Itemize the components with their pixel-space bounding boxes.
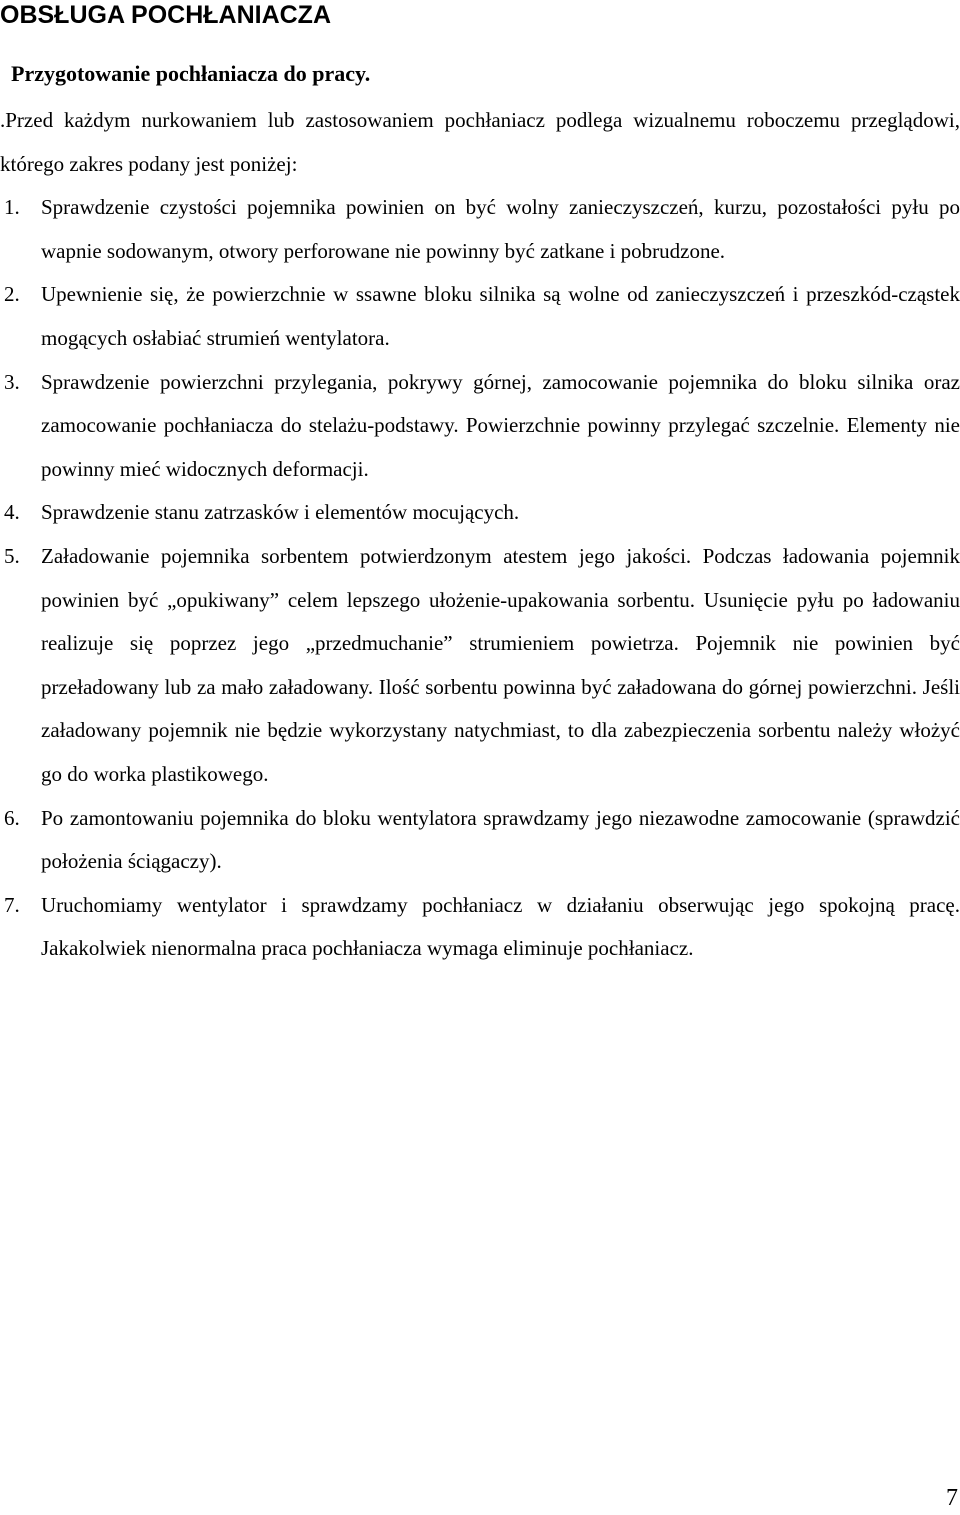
- item-number: 1.: [4, 195, 20, 220]
- item-number: 4.: [4, 500, 20, 525]
- item-text: Po zamontowaniu pojemnika do bloku wentylatora sprawdzamy jego niezawodne zamocowanie (sprawdzić położenia ściągaczy).: [41, 805, 960, 874]
- intro-paragraph: .Przed każdym nurkowaniem lub zastosowaniem pochłaniacz podlega wizualnemu roboczemu przeglądowi, którego zakres podany jest poniżej:: [0, 108, 960, 176]
- checklist-item-6: [0, 797, 960, 884]
- checklist: [0, 186, 960, 971]
- document-body: [0, 99, 960, 971]
- document-title: OBSŁUGA POCHŁANIACZA: [0, 1, 332, 29]
- checklist-item-3: [0, 361, 960, 492]
- checklist-item-4: [0, 491, 960, 535]
- checklist-item-1: [0, 186, 960, 273]
- page-number: 7: [946, 1485, 958, 1511]
- item-text: Sprawdzenie powierzchni przylegania, pokrywy górnej, zamocowanie pojemnika do bloku silnika oraz zamocowanie pochłaniacza do stelażu-podstawy. Powierzchnie powinny przylegać szczelnie. Elementy nie powinny mieć widocznych deformacji.: [41, 369, 960, 481]
- item-text: Sprawdzenie czystości pojemnika powinien on być wolny zanieczyszczeń, kurzu, pozostałości pyłu po wapnie sodowanym, otwory perforowane nie powinny być zatkane i pobrudzone.: [41, 195, 960, 263]
- item-number: 5.: [4, 543, 20, 568]
- checklist-item-5: [0, 535, 960, 797]
- item-text: Sprawdzenie stanu zatrzasków i elementów mocujących.: [41, 500, 520, 525]
- item-text: Załadowanie pojemnika sorbentem potwierdzonym atestem jego jakości. Podczas ładowania pojemnik powinien być „opukiwany” celem lepszego ułożenie-upakowania sorbentu. Usunięcie pyłu po ładowaniu realizuje się poprzez jego „przedmuchanie” strumieniem powietrza. Pojemnik nie powinien być przeładowany lub za mało załadowany. Ilość sorbentu powinna być załadowana do górnej powierzchni. Jeśli załadowany pojemnik nie będzie wykorzystany natychmiast, to dla zabezpieczenia sorbentu należy włożyć go do worka plastikowego.: [41, 543, 960, 786]
- item-number: 2.: [4, 282, 20, 307]
- checklist-item-7: [0, 884, 960, 971]
- item-text: Upewnienie się, że powierzchnie w ssawne bloku silnika są wolne od zanieczyszczeń i przeszkód-cząstek mogących osłabiać strumień wentylatora.: [41, 282, 960, 350]
- item-number: 7.: [4, 892, 20, 917]
- item-text: Uruchomiamy wentylator i sprawdzamy pochłaniacz w działaniu obserwując jego spokojną pracę. Jakakolwiek nienormalna praca pochłaniacza wymaga eliminuje pochłaniacz.: [41, 892, 960, 961]
- item-number: 6.: [4, 805, 20, 830]
- checklist-item-2: [0, 273, 960, 360]
- section-heading: Przygotowanie pochłaniacza do pracy.: [11, 61, 371, 86]
- item-number: 3.: [4, 369, 20, 394]
